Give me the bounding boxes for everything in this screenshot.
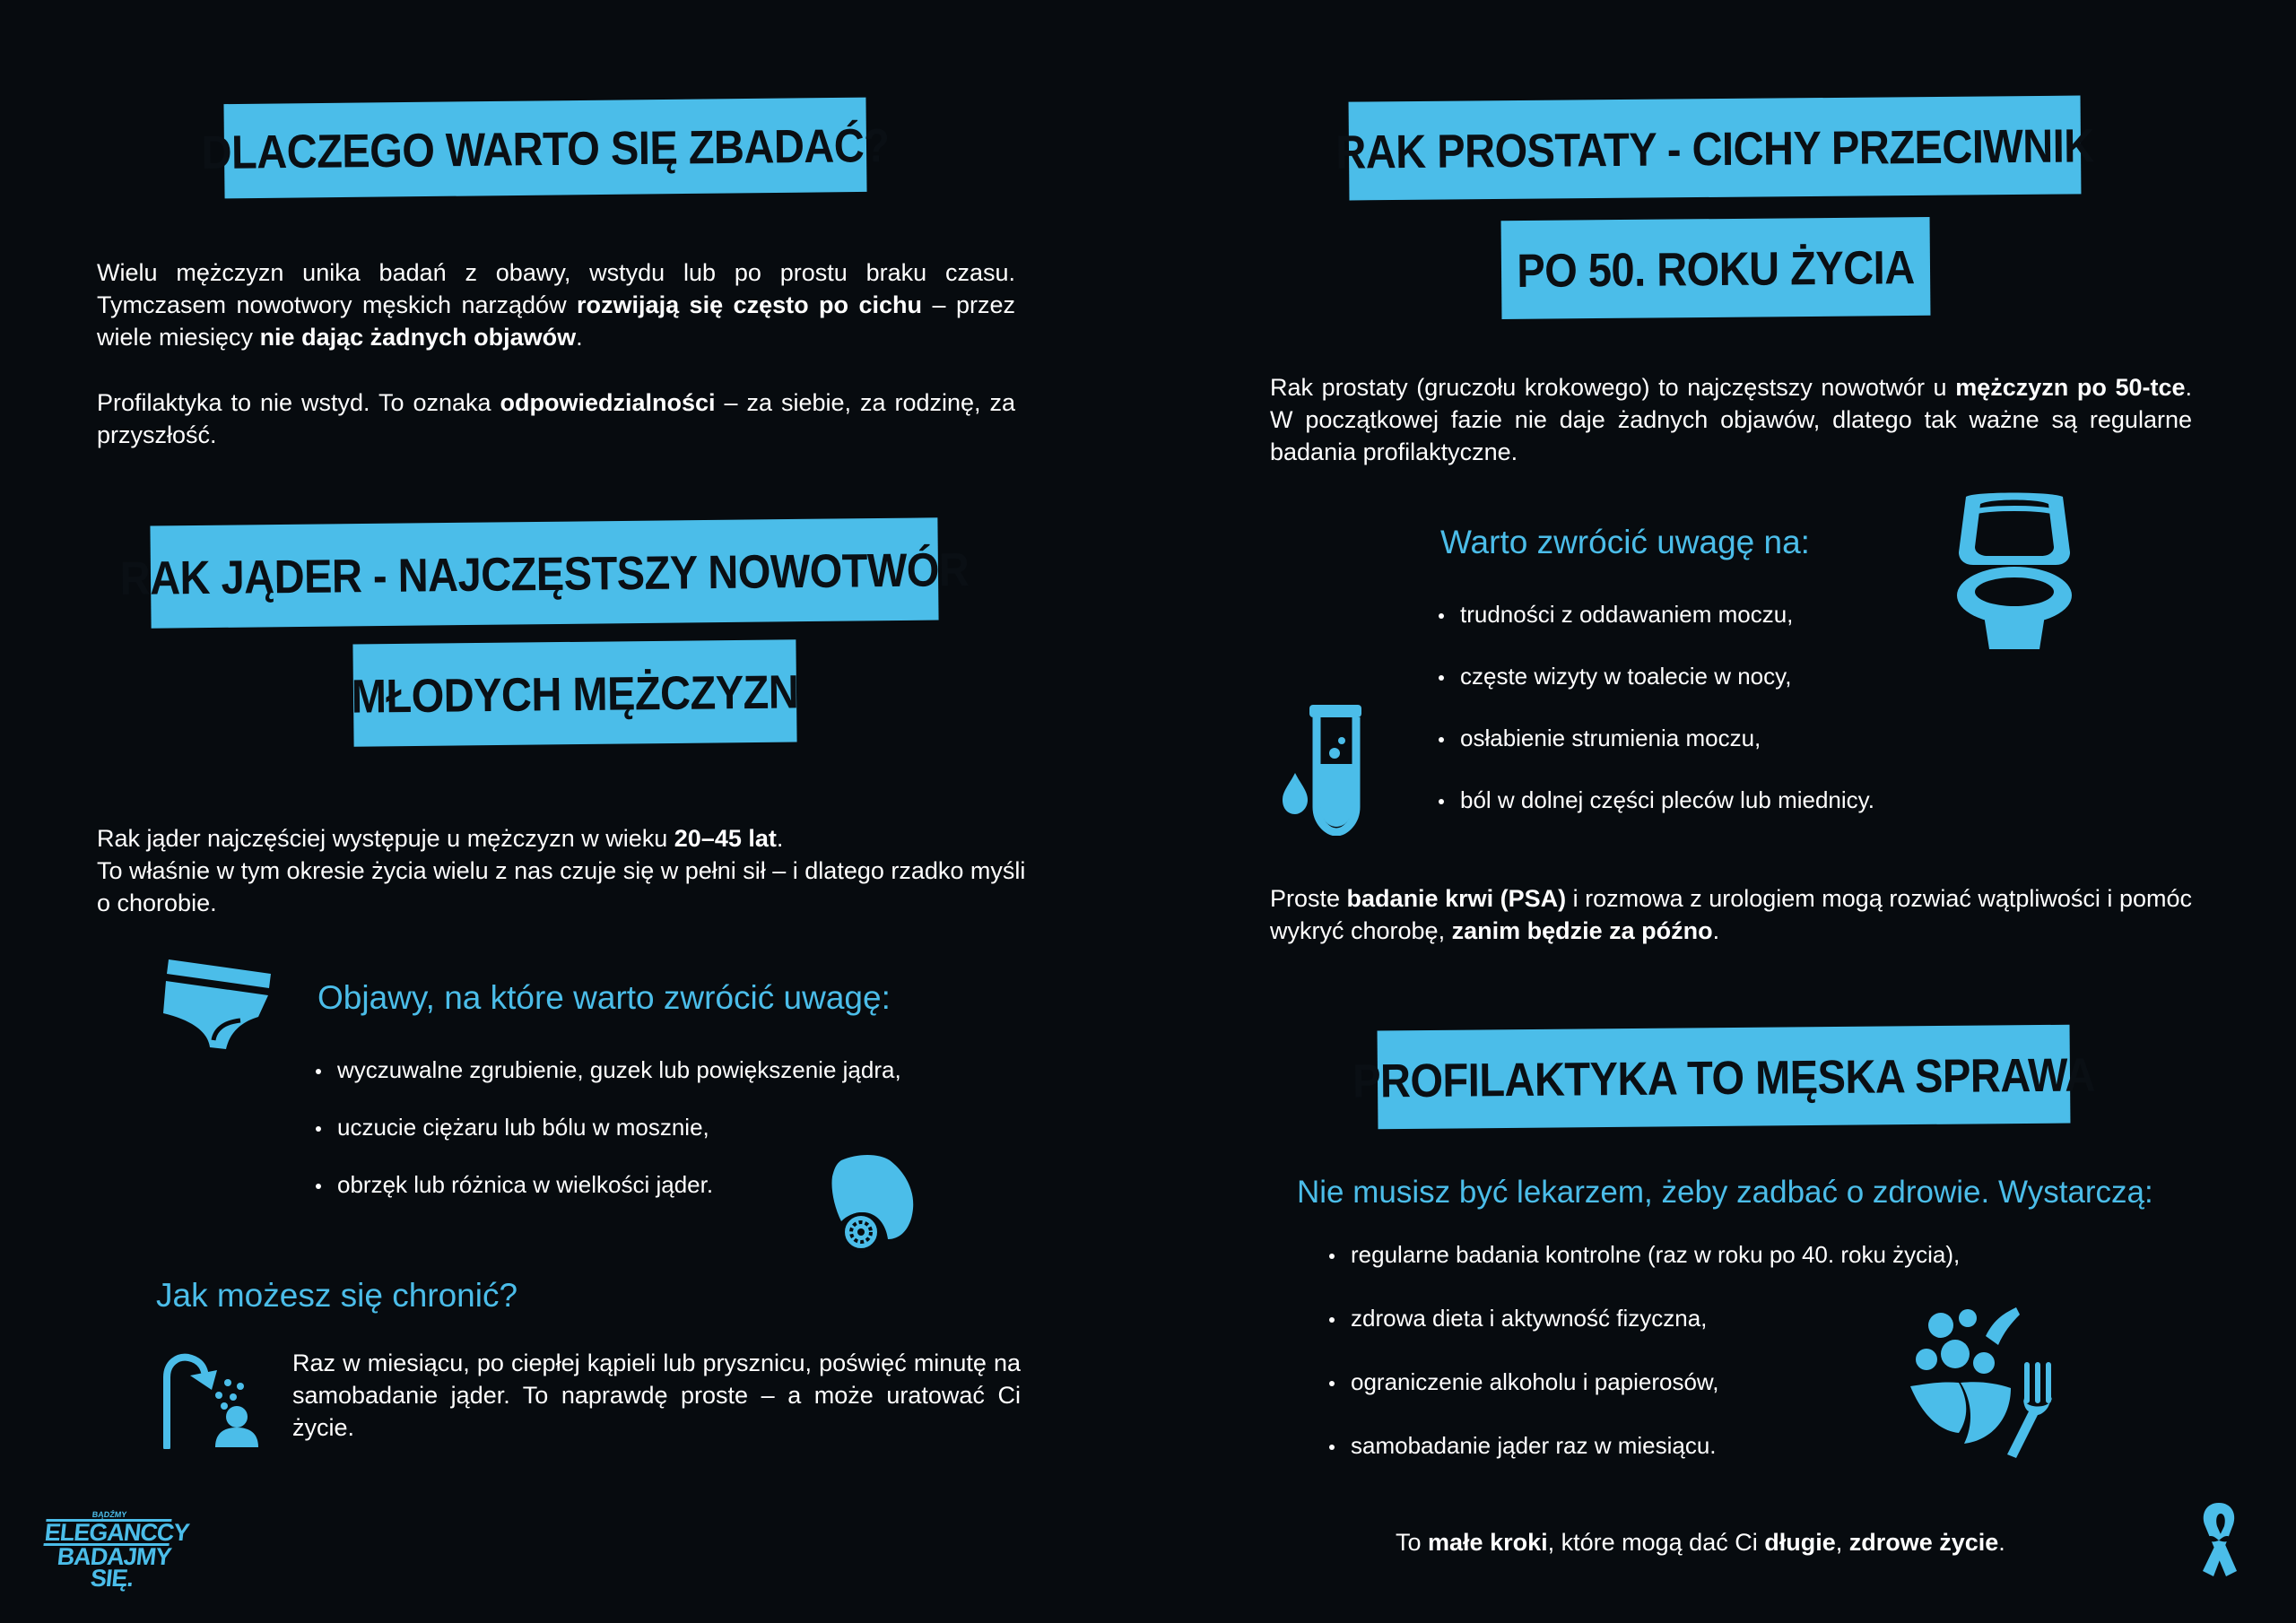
list-item: zdrowa dieta i aktywność fizyczna, bbox=[1326, 1305, 1960, 1332]
salad-bowl-icon bbox=[1905, 1300, 2066, 1462]
why-test-paragraph-1: Wielu mężczyzn unika badań z obawy, wstydu lub po prostu braku czasu. Tymczasem nowotwory męskich narządów rozwijają się często po cichu – przez wiele miesięcy nie dając żadnych objawów. bbox=[97, 259, 1016, 351]
list-item: regularne badania kontrolne (raz w roku po 40. roku życia), bbox=[1326, 1241, 1960, 1269]
psa-paragraph: Proste badanie krwi (PSA) i rozmowa z urologiem mogą rozwiać wątpliwości i pomóc wykryć chorobę, zanim będzie za późno. bbox=[1270, 885, 2192, 944]
list-item: ograniczenie alkoholu i papierosów, bbox=[1326, 1368, 1960, 1396]
list-item: samobadanie jąder raz w miesiącu. bbox=[1326, 1432, 1960, 1460]
list-item: częste wizyty w toalecie w nocy, bbox=[1435, 663, 1874, 690]
protect-text: Raz w miesiącu, po ciepłej kąpieli lub prysznicu, poświęć minutę na samobadanie jąder. To naprawdę proste – a może uratować Ci życie. bbox=[292, 1350, 1021, 1441]
campaign-logo: BĄDŹMY ELEGANCCY BADAJMY SIĘ. bbox=[43, 1510, 191, 1592]
symptoms-heading: Objawy, na które warto zwrócić uwagę: bbox=[317, 979, 891, 1016]
closing-sentence: To małe kroki, które mogą dać Ci długie, zdrowe życie. bbox=[1396, 1529, 2005, 1556]
list-item: ból w dolnej części pleców lub miednicy. bbox=[1435, 786, 1874, 814]
awareness-ribbon-icon bbox=[2187, 1497, 2251, 1580]
shower-icon bbox=[158, 1352, 267, 1449]
section-title-prostate-line2: PO 50. ROKU ŻYCIA bbox=[1501, 217, 1931, 319]
section-title-why-test: DLACZEGO WARTO SIĘ ZBADAĆ? bbox=[223, 98, 866, 199]
section-title-prevention: PROFILAKTYKA TO MĘSKA SPRAWA bbox=[1378, 1025, 2071, 1129]
prostate-paragraph: Rak prostaty (gruczołu krokowego) to najczęstszy nowotwór u mężczyzn po 50-tce. W początkowej fazie nie daje żadnych objawów, dlatego tak ważne są regularne badania profilaktyczne. bbox=[1270, 374, 2193, 465]
attention-heading: Warto zwrócić uwagę na: bbox=[1440, 524, 1810, 560]
testicular-paragraph: Rak jąder najczęściej występuje u mężczyzn w wieku 20–45 lat. To właśnie w tym okresie życia wielu z nas czuje się w pełni sił – i dlatego rzadko myśli o chorobie. bbox=[97, 825, 1026, 916]
testicle-lump-icon bbox=[822, 1153, 917, 1252]
underwear-icon bbox=[160, 958, 274, 1051]
toilet-icon bbox=[1953, 490, 2075, 655]
right-panel bbox=[1148, 0, 2296, 1623]
protect-heading: Jak możesz się chronić? bbox=[156, 1277, 518, 1314]
section-title-prostate-line1: RAK PROSTATY - CICHY PRZECIWNIK bbox=[1349, 96, 2082, 201]
list-item: obrzęk lub różnica w wielkości jąder. bbox=[312, 1171, 901, 1199]
list-item: uczucie ciężaru lub bólu w mosznie, bbox=[312, 1114, 901, 1141]
symptoms-list bbox=[312, 1056, 901, 1199]
test-tube-icon bbox=[1283, 701, 1370, 836]
prevention-list bbox=[1326, 1241, 1960, 1460]
list-item: osłabienie strumienia moczu, bbox=[1435, 725, 1874, 752]
list-item: wyczuwalne zgrubienie, guzek lub powiększenie jądra, bbox=[312, 1056, 901, 1084]
prevention-heading: Nie musisz być lekarzem, żeby zadbać o zdrowie. Wystarczą: bbox=[1297, 1175, 2153, 1210]
attention-list bbox=[1435, 601, 1874, 814]
list-item: trudności z oddawaniem moczu, bbox=[1435, 601, 1874, 629]
why-test-paragraph-2: Profilaktyka to nie wstyd. To oznaka odpowiedzialności – za siebie, za rodzinę, za przyszłość. bbox=[97, 389, 1015, 448]
section-title-testicular-cancer-line2: MŁODYCH MĘŻCZYZN bbox=[352, 639, 796, 746]
section-title-testicular-cancer-line1: RAK JĄDER - NAJCZĘSTSZY NOWOTWÓR bbox=[150, 517, 938, 628]
